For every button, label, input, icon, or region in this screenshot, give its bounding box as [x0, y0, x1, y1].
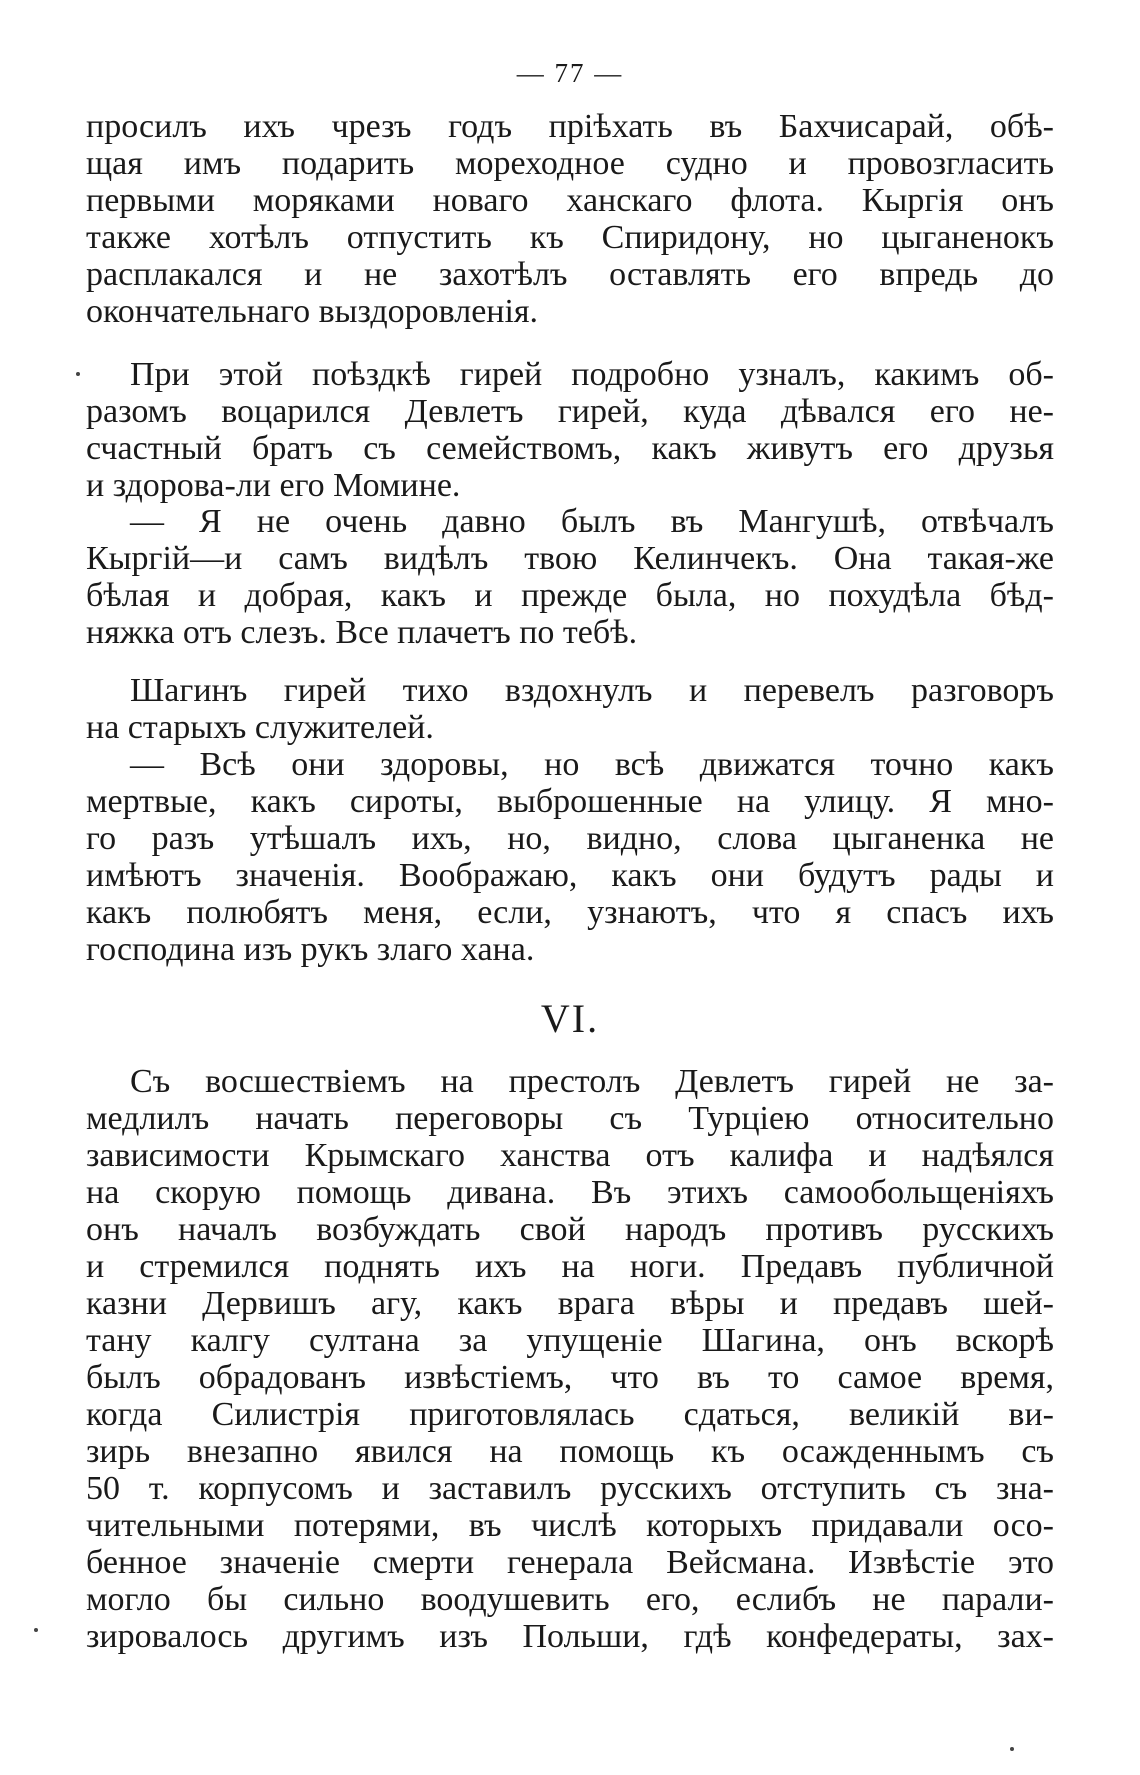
- text-line: При этой поѣздкѣ гирей подробно узналъ, какимъ об-: [130, 356, 1054, 393]
- paragraph-2: [86, 356, 1054, 504]
- text-line: — Я не очень давно былъ въ Мангушѣ, отвѣчалъ: [130, 503, 1054, 540]
- text-line: счастный братъ съ семействомъ, какъ живутъ его друзья: [86, 430, 1054, 467]
- text-line: го разъ утѣшалъ ихъ, но, видно, слова цыганенка не: [86, 820, 1054, 857]
- print-speck: [76, 372, 80, 376]
- text-line: имѣютъ значенія. Воображаю, какъ они будутъ рады и: [86, 857, 1054, 894]
- text-line: Съ восшествіемъ на престолъ Девлетъ гирей не за-: [130, 1063, 1054, 1100]
- text-line: бенное значеніе смерти генерала Вейсмана. Извѣстіе это: [86, 1544, 1054, 1581]
- text-line: когда Силистрія приготовлялась сдаться, великій ви-: [86, 1396, 1054, 1433]
- text-line: зависимости Крымскаго ханства отъ калифа и надѣялся: [86, 1137, 1054, 1174]
- text-line: былъ обрадованъ извѣстіемъ, что въ то самое время,: [86, 1359, 1054, 1396]
- text-line: онъ началъ возбуждать свой народъ противъ русскихъ: [86, 1211, 1054, 1248]
- text-line: на старыхъ служителей.: [86, 709, 434, 746]
- text-line: Шагинъ гирей тихо вздохнулъ и перевелъ разговоръ: [130, 672, 1054, 709]
- section-heading: VI.: [540, 996, 600, 1041]
- text-line: 50 т. корпусомъ и заставилъ русскихъ отступить съ зна-: [86, 1470, 1054, 1507]
- text-line: — Всѣ они здоровы, но всѣ движатся точно какъ: [130, 746, 1054, 783]
- text-line: также хотѣлъ отпустить къ Спиридону, но цыганенокъ: [86, 219, 1054, 256]
- text-line: казни Дервишъ агу, какъ врага вѣры и предавъ шей-: [86, 1285, 1054, 1322]
- paragraph-1: [86, 108, 1054, 330]
- paragraph-3: [86, 503, 1054, 651]
- text-line: могло бы сильно воодушевить его, еслибъ не парали-: [86, 1581, 1054, 1618]
- text-line: мертвые, какъ сироты, выброшенные на улицу. Я мно-: [86, 783, 1054, 820]
- text-line: и стремился поднять ихъ на ноги. Предавъ публичной: [86, 1248, 1054, 1285]
- section-paragraph: [86, 1063, 1054, 1655]
- text-line: зирь внезапно явился на помощь къ осажденнымъ съ: [86, 1433, 1054, 1470]
- print-speck: [34, 1628, 38, 1632]
- text-line: разомъ воцарился Девлетъ гирей, куда дѣвался его не-: [86, 393, 1054, 430]
- text-line: просилъ ихъ чрезъ годъ пріѣхать въ Бахчисарай, обѣ-: [86, 108, 1054, 145]
- paragraph-5: [86, 746, 1054, 968]
- page-number: — 77 —: [516, 58, 624, 88]
- text-line: бѣлая и добрая, какъ и прежде была, но похудѣла бѣд-: [86, 577, 1054, 614]
- text-line: первыми моряками новаго ханскаго флота. Кыргія онъ: [86, 182, 1054, 219]
- text-line: и здорова-ли его Момине.: [86, 467, 461, 504]
- text-line: чительными потерями, въ числѣ которыхъ придавали осо-: [86, 1507, 1054, 1544]
- text-line: медлилъ начать переговоры съ Турціею относительно: [86, 1100, 1054, 1137]
- text-line: щая имъ подарить мореходное судно и провозгласить: [86, 145, 1054, 182]
- text-line: расплакался и не захотѣлъ оставлять его впредь до: [86, 256, 1054, 293]
- text-line: тану калгу султана за упущеніе Шагина, онъ вскорѣ: [86, 1322, 1054, 1359]
- text-line: окончательнаго выздоровленія.: [86, 293, 539, 330]
- text-line: господина изъ рукъ злаго хана.: [86, 931, 535, 968]
- paragraph-4: [86, 672, 1054, 746]
- text-line: няжка отъ слезъ. Все плачетъ по тебѣ.: [86, 614, 638, 651]
- text-line: Кыргій—и самъ видѣлъ твою Келинчекъ. Она такая-же: [86, 540, 1054, 577]
- text-line: какъ полюбятъ меня, если, узнаютъ, что я спасъ ихъ: [86, 894, 1054, 931]
- text-line: зировалось другимъ изъ Польши, гдѣ конфедераты, зах-: [86, 1618, 1054, 1655]
- print-speck: [1010, 1747, 1014, 1751]
- text-line: на скорую помощь дивана. Въ этихъ самообольщеніяхъ: [86, 1174, 1054, 1211]
